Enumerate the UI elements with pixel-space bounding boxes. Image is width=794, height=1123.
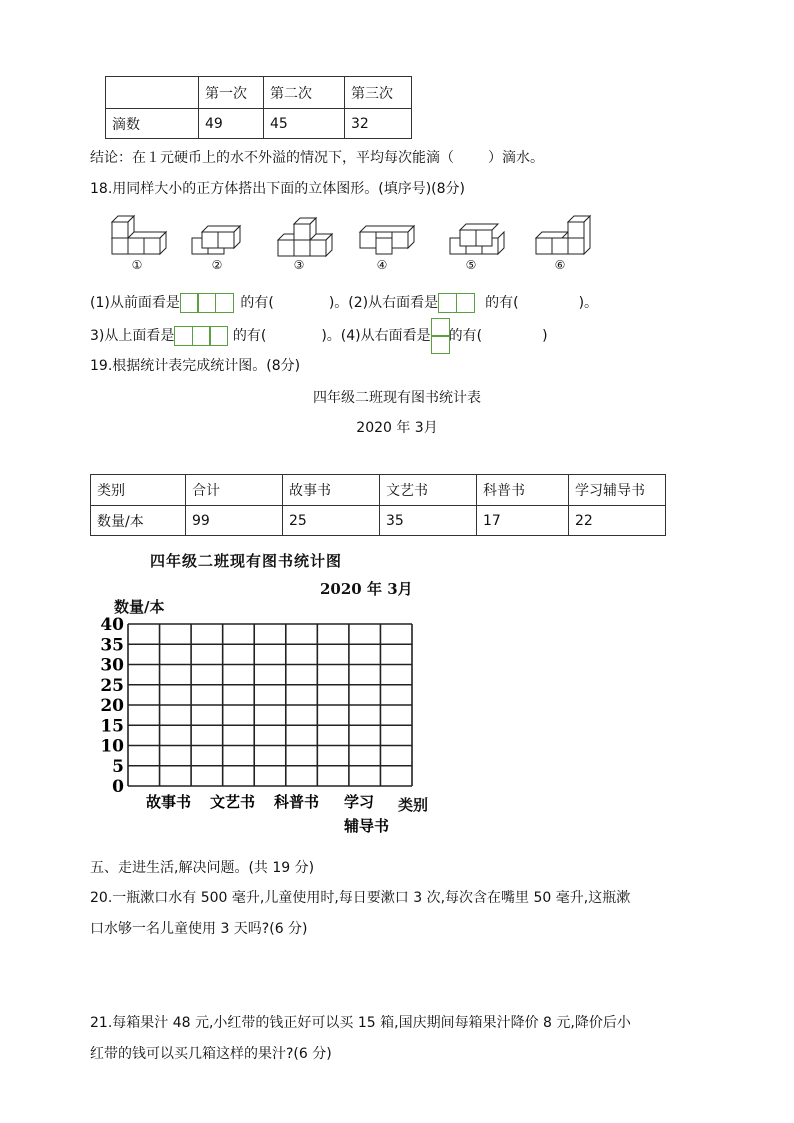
- table-cell: 45: [264, 109, 345, 139]
- q18-text: 的有(: [240, 295, 274, 311]
- q21-line-2: 红带的钱可以买几箱这样的果汁?(6 分): [90, 1046, 332, 1062]
- view-3-squares-top-icon: [174, 326, 227, 346]
- y-tick-label: 15: [100, 716, 124, 737]
- table-cell: 17: [477, 506, 569, 536]
- y-tick-label: 20: [100, 696, 124, 716]
- cube-figure-1: [112, 216, 166, 254]
- y-tick-label: 5: [112, 756, 124, 777]
- cube-figure-5: [450, 224, 504, 254]
- cube-figure-2: [192, 226, 240, 254]
- q18-text: (1)从前面看是: [90, 295, 180, 311]
- q19-title: 19.根据统计表完成统计图。(8分): [90, 358, 301, 374]
- figure-label-5: ⑤: [465, 258, 477, 272]
- q18-text: )。: [578, 295, 599, 311]
- conclusion-line: [90, 147, 544, 167]
- q18-text: 的有(: [448, 328, 483, 344]
- y-tick-label: 25: [100, 675, 124, 696]
- bar-chart-grid[interactable]: [90, 610, 450, 845]
- table-header-cell: 第二次: [264, 77, 345, 109]
- chart-xlabel: 类别: [398, 796, 429, 814]
- table-header-cell: 科普书: [477, 475, 569, 506]
- q18-text: 的有(: [485, 295, 519, 311]
- cube-figures: [100, 212, 600, 274]
- view-2-squares-icon: [438, 293, 473, 313]
- q18-text: )。(4)从右面看是: [321, 328, 431, 344]
- table-header-cell: 学习辅导书: [569, 475, 666, 506]
- table-cell: 滴数: [106, 109, 199, 139]
- table-header-cell: 故事书: [283, 475, 380, 506]
- table-header-cell: 第三次: [345, 77, 412, 109]
- chart-title: 四年级二班现有图书统计图: [150, 552, 343, 570]
- y-tick-label: 10: [100, 736, 124, 757]
- figure-label-1: ①: [131, 258, 143, 272]
- q20-line-2: 口水够一名儿童使用 3 天吗?(6 分): [90, 921, 308, 937]
- table-cell: 99: [186, 506, 283, 536]
- q18-text: 3)从上面看是: [90, 328, 175, 344]
- table-cell: 22: [569, 506, 666, 536]
- section-5-title: 五、走进生活,解决问题。(共 19 分): [90, 860, 315, 876]
- view-3-squares-icon: [180, 293, 233, 313]
- table-header-cell: [106, 77, 199, 109]
- x-category-label: 学习: [344, 793, 375, 811]
- figure-label-2: ②: [211, 258, 223, 272]
- table-header-cell: 第一次: [199, 77, 264, 109]
- q18-text: )。(2)从右面看是: [328, 295, 439, 311]
- q21-line-1: 21.每箱果汁 48 元,小红带的钱正好可以买 15 箱,国庆期间每箱果汁降价 8 元,降价后小: [90, 1015, 631, 1031]
- cube-figure-6: [536, 216, 590, 254]
- q18-line-2: [90, 318, 548, 354]
- q18-text: ): [542, 328, 548, 344]
- x-category-label: 辅导书: [344, 817, 390, 835]
- table-cell: 25: [283, 506, 380, 536]
- chart-ylabel: 数量/本: [114, 598, 165, 616]
- x-category-label: 科普书: [274, 793, 320, 811]
- x-category-label: 文艺书: [210, 793, 256, 811]
- cube-figure-4: [360, 226, 414, 254]
- figure-label-6: ⑥: [554, 258, 566, 272]
- drops-table: [105, 76, 412, 139]
- figure-label-4: ④: [376, 258, 388, 272]
- view-vertical-2-squares-icon: [431, 318, 449, 354]
- stat-table-title: 四年级二班现有图书统计表: [313, 390, 481, 406]
- conclusion-suffix: ）滴水。: [488, 150, 544, 166]
- y-tick-label: 35: [100, 635, 124, 656]
- y-tick-label: 40: [100, 615, 124, 635]
- y-tick-label: 30: [100, 655, 124, 676]
- q18-line-1: [90, 292, 598, 313]
- stat-table-date: 2020 年 3月: [356, 420, 438, 436]
- x-category-label: 故事书: [146, 793, 192, 811]
- y-tick-label: 0: [112, 777, 124, 797]
- figure-label-3: ③: [293, 258, 305, 272]
- q18-text: 的有(: [232, 328, 267, 344]
- conclusion-prefix: 结论：在１元硬币上的水不外溢的情况下，平均每次能滴（: [90, 150, 454, 166]
- table-cell: 35: [380, 506, 477, 536]
- table-header-cell: 文艺书: [380, 475, 477, 506]
- chart-subtitle: 2020 年 3月: [320, 580, 413, 598]
- table-cell: 32: [345, 109, 412, 139]
- table-header-cell: 类别: [91, 475, 186, 506]
- table-cell: 49: [199, 109, 264, 139]
- cube-figure-3: [278, 218, 332, 256]
- q18-title: 18.用同样大小的正方体搭出下面的立体图形。(填序号)(8分): [90, 181, 466, 197]
- book-stat-table: [90, 474, 666, 536]
- q20-line-1: 20.一瓶漱口水有 500 毫升,儿童使用时,每日要漱口 3 次,每次含在嘴里 50 毫升,这瓶漱: [90, 890, 631, 906]
- table-cell: 数量/本: [91, 506, 186, 536]
- table-header-cell: 合计: [186, 475, 283, 506]
